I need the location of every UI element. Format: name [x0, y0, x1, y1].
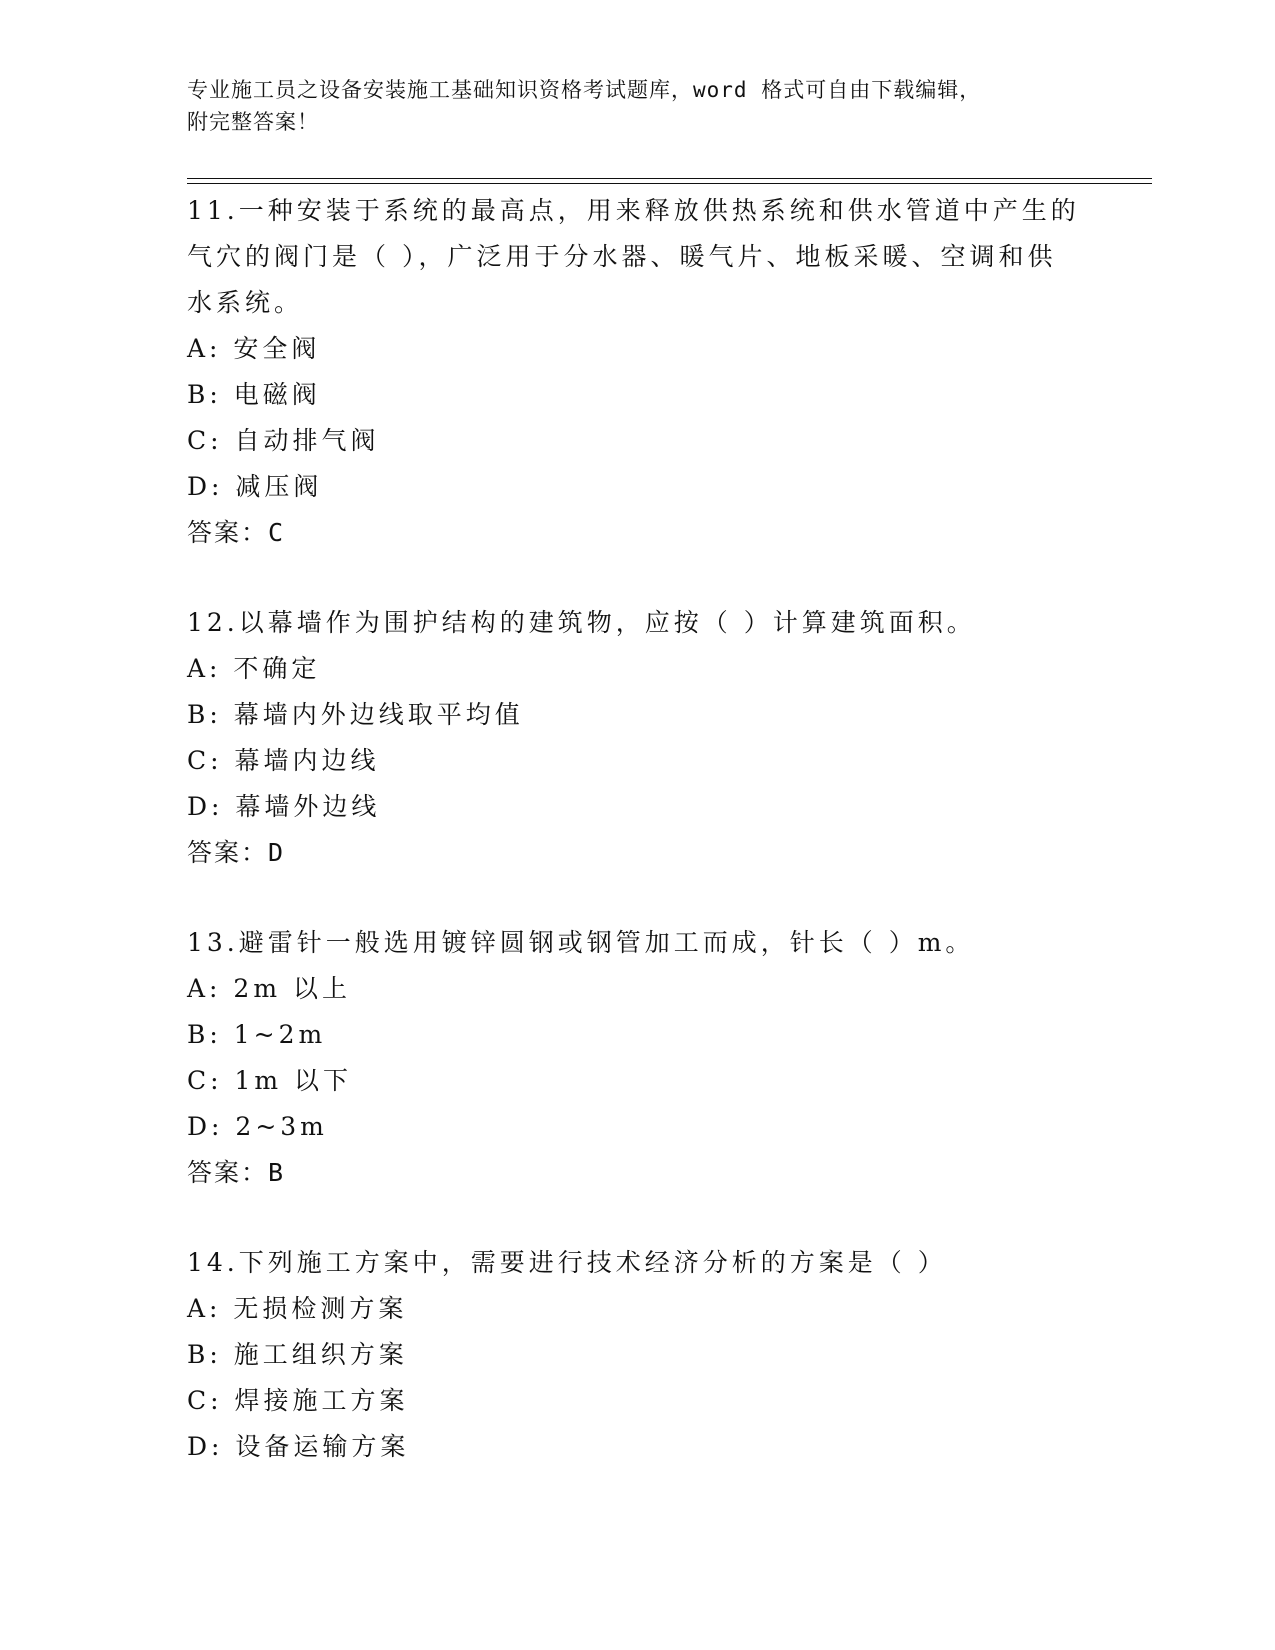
answer-line: 答案：D — [187, 838, 286, 867]
option-a: A: 安全阀 — [187, 334, 321, 363]
header-divider-top — [187, 178, 1152, 179]
document-header — [187, 74, 1087, 138]
question-12 — [187, 600, 1087, 876]
option-d: D: 幕墙外边线 — [187, 792, 381, 821]
question-stem-line: 水系统。 — [187, 288, 304, 317]
header-line-1: 专业施工员之设备安装施工基础知识资格考试题库，word 格式可自由下载编辑， — [187, 78, 982, 102]
option-c: C: 自动排气阀 — [187, 426, 380, 455]
option-b: B: 幕墙内外边线取平均值 — [187, 700, 524, 729]
option-b: B: 电磁阀 — [187, 380, 321, 409]
option-c: C: 1m 以下 — [187, 1066, 353, 1095]
answer-line: 答案：C — [187, 518, 286, 547]
header-divider-bottom — [187, 183, 1152, 184]
option-b: B: 1~2m — [187, 1020, 327, 1049]
option-a: A: 不确定 — [187, 654, 321, 683]
answer-line: 答案：B — [187, 1158, 286, 1187]
option-d: D: 2~3m — [187, 1112, 328, 1141]
option-c: C: 焊接施工方案 — [187, 1386, 409, 1415]
question-stem-line: 气穴的阀门是（ ），广泛用于分水器、暖气片、地板采暖、空调和供 — [187, 242, 1057, 271]
question-13 — [187, 920, 1087, 1196]
option-a: A: 无损检测方案 — [187, 1294, 408, 1323]
question-11 — [187, 188, 1087, 556]
option-b: B: 施工组织方案 — [187, 1340, 408, 1369]
option-c: C: 幕墙内边线 — [187, 746, 380, 775]
header-line-2: 附完整答案！ — [187, 110, 319, 134]
question-14 — [187, 1240, 1087, 1470]
question-stem-line: 14.下列施工方案中，需要进行技术经济分析的方案是（ ） — [187, 1248, 947, 1277]
question-stem-line: 13.避雷针一般选用镀锌圆钢或钢管加工而成，针长（ ）m。 — [187, 928, 975, 957]
option-d: D: 减压阀 — [187, 472, 323, 501]
option-d: D: 设备运输方案 — [187, 1432, 410, 1461]
question-stem-line: 12.以幕墙作为围护结构的建筑物，应按（ ）计算建筑面积。 — [187, 608, 976, 637]
option-a: A: 2m 以上 — [187, 974, 351, 1003]
question-stem-line: 11.一种安装于系统的最高点，用来释放供热系统和供水管道中产生的 — [187, 196, 1080, 225]
